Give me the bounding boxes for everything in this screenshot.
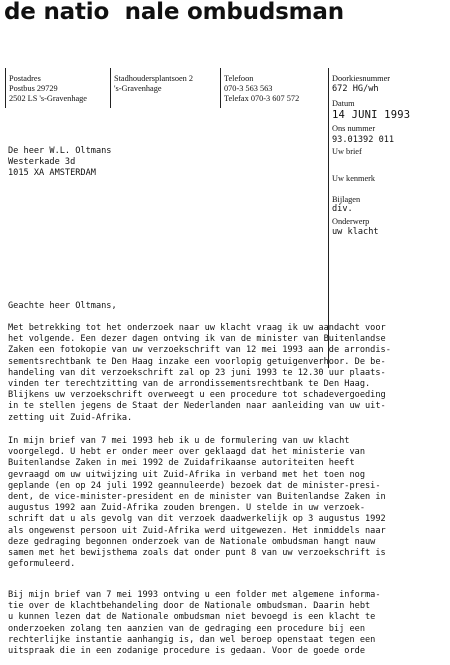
paragraph-line: Zaken een fotokopie van uw verzoekschrift van 12 mei 1993 aan de arrondis- (8, 345, 391, 356)
paragraph-line: onderzoeken zolang ten aanzien van de gedraging een procedure bij een (8, 623, 365, 634)
postal-address-block (9, 74, 87, 104)
paragraph-line: samen met het bewijsthema zoals dat onder punt 8 van uw verzoekschrift is (8, 548, 386, 559)
date-stamp: 14 JUNI 1993 (332, 109, 411, 121)
postal-address-label: Postadres (9, 74, 41, 83)
paragraph-line: deze gedraging begonnen onderzoek van de Nationale ombudsman hangt nauw (8, 536, 376, 547)
column-divider (220, 68, 221, 108)
your-letter-label: Uw brief (332, 147, 362, 156)
phone-block (224, 74, 299, 104)
paragraph-line: sementsrechtbank te Den Haag inzake een voorlopig getuigenverhoor. De be- (8, 356, 386, 367)
paragraph-line: geplande (en op 24 juli 1992 geannuleerde) bezoek dat de minister-presi- (8, 480, 381, 491)
paragraph-line: gevraagd om uw uitwijzing uit Zuid-Afrika in verband met het toen nog (8, 469, 365, 480)
attachments-value: div. (332, 204, 353, 214)
postal-address-box: Postbus 29729 (9, 83, 58, 93)
your-reference-label: Uw kenmerk (332, 174, 376, 183)
fax-number: Telefax 070-3 607 572 (224, 93, 300, 103)
paragraph-line: Buitenlandse Zaken in mei 1992 de Zuidafrikaanse autoriteiten heeft (8, 458, 355, 469)
paragraph-line: zetting uit Zuid-Afrika. (8, 412, 133, 423)
column-divider (110, 68, 111, 108)
recipient-name: De heer W.L. Oltmans (8, 146, 112, 156)
body-paragraph (8, 323, 448, 424)
paragraph-line: uitspraak die in een zodanige procedure is gedaan. Voor de goede orde (8, 646, 365, 657)
salutation: Geachte heer Oltmans, (8, 301, 117, 311)
paragraph-line: Blijkens uw verzoekschrift overweegt u een procedure tot schadevergoeding (8, 390, 386, 401)
direct-number-value: 672 HG/wh (332, 84, 379, 94)
paragraph-line: vinden ter terechtzitting van de arrondissementsrechtbank te Den Haag. (8, 379, 371, 390)
paragraph-line: handeling van dit verzoekschrift zal op 23 juni 1993 te 12.30 uur plaats- (8, 367, 386, 378)
body-paragraph (8, 590, 448, 657)
paragraph-line: tie over de klachtbehandeling door de Nationale ombudsman. Daarin hebt (8, 601, 371, 612)
paragraph-line: als ongewenst persoon uit Zuid-Afrika werd uitgewezen. Het inmiddels naar (8, 525, 386, 536)
direct-number-label: Doorkiesnummer (332, 74, 391, 83)
paragraph-line: augustus 1992 aan Zuid-Afrika zouden brengen. U stelde in uw verzoek- (8, 503, 365, 514)
paragraph-line: In mijn brief van 7 mei 1993 heb ik u de formulering van uw klacht (8, 436, 350, 446)
paragraph-line: voorgelegd. U hebt er onder meer over geklaagd dat het ministerie van (8, 447, 365, 458)
attachments-label: Bijlagen (332, 195, 361, 204)
visiting-address-block (114, 74, 193, 94)
paragraph-line: in te stellen jegens de Staat der Nederlanden naar aanleiding van uw uit- (8, 401, 386, 412)
our-number-value: 93.01392 011 (332, 135, 395, 145)
paragraph-line: Bij mijn brief van 7 mei 1993 ontving u een folder met algemene informa- (8, 590, 381, 600)
paragraph-line: schrift dat u als gevolg van dit verzoek daadwerkelijk op 3 augustus 1992 (8, 514, 386, 525)
postal-address-city: 2502 LS 's-Gravenhage (9, 93, 87, 103)
visiting-address-street: Stadhoudersplantsoen 2 (114, 74, 194, 83)
phone-number: 070-3 563 563 (224, 83, 273, 93)
date-label: Datum (332, 99, 355, 108)
paragraph-line: rechterlijke instantie aanhangig is, dan wel beroep openstaat tegen een (8, 634, 376, 645)
phone-label: Telefoon (224, 74, 254, 83)
paragraph-line: het volgende. Een dezer dagen ontving ik van de minister van Buitenlandse (8, 334, 386, 345)
recipient-street: Westerkade 3d (8, 157, 76, 167)
body-paragraph (8, 436, 448, 570)
our-number-label: Ons nummer (332, 124, 376, 133)
paragraph-line: dent, de vice-minister-president en de minister van Buitenlandse Zaken in (8, 492, 386, 503)
paragraph-line: Met betrekking tot het onderzoek naar uw klacht vraag ik uw aandacht voor (8, 323, 386, 333)
recipient-city: 1015 XA AMSTERDAM (8, 168, 96, 178)
paragraph-line: u kunnen lezen dat de Nationale ombudsman niet bevoegd is een klacht te (8, 612, 376, 623)
paragraph-line: geformuleerd. (8, 559, 76, 570)
organization-logo: de natio nale ombudsman (4, 0, 344, 25)
column-divider (5, 68, 6, 108)
subject-value: uw klacht (332, 227, 379, 237)
visiting-address-city: 's-Gravenhage (114, 83, 162, 93)
subject-label: Onderwerp (332, 217, 370, 226)
